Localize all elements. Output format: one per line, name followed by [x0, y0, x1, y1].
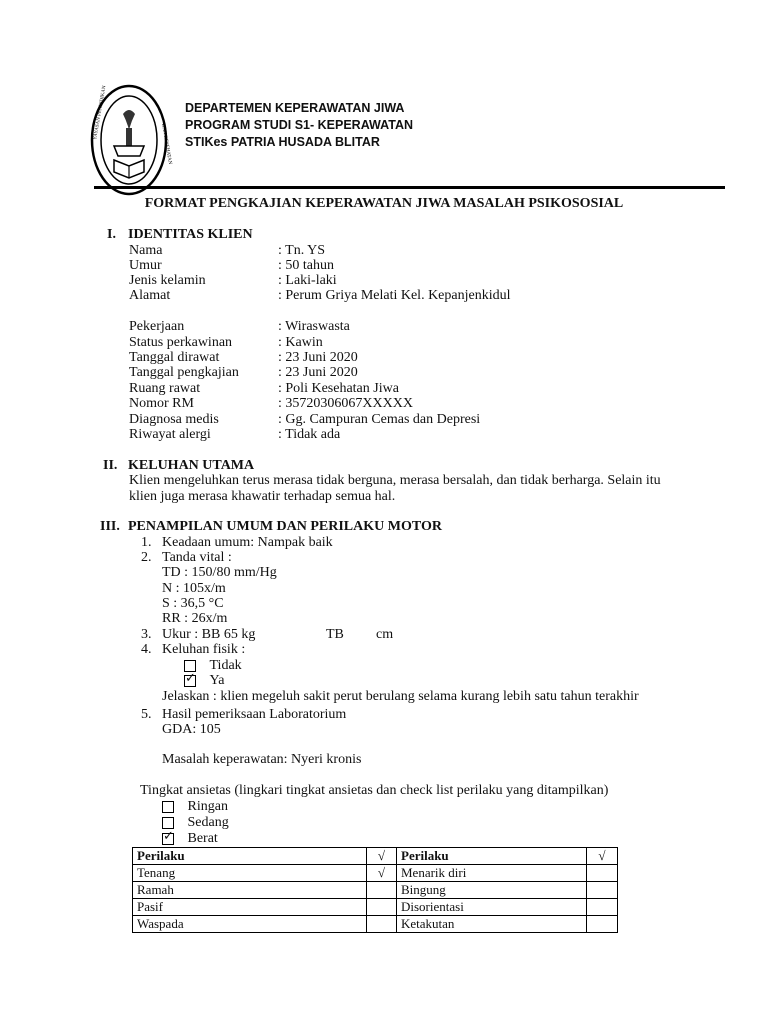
institution-logo — [90, 84, 173, 196]
field-label: Umur — [129, 258, 162, 273]
field-label: Status perkawinan — [129, 335, 233, 350]
complaint-line: klien juga merasa khawatir terhadap semua hal. — [129, 489, 396, 504]
section2-heading: KELUHAN UTAMA — [128, 458, 255, 473]
checked-checkbox-icon[interactable] — [184, 675, 196, 687]
field-label: Nomor RM — [129, 396, 194, 411]
field-value: : Kawin — [278, 335, 323, 350]
field-label: Jenis kelamin — [129, 273, 206, 288]
school-name: STIKes PATRIA HUSADA BLITAR — [185, 135, 380, 149]
behavior-right-check[interactable] — [587, 865, 618, 882]
field-value: : 23 Juni 2020 — [278, 365, 358, 380]
field-value: : 50 tahun — [278, 258, 334, 273]
svg-text:DAN KESEHATAN: DAN KESEHATAN — [160, 123, 173, 165]
item-number: 3. — [141, 627, 152, 642]
field-label: Nama — [129, 243, 163, 258]
field-value: : Tn. YS — [278, 243, 326, 258]
section1-number: I. — [107, 227, 116, 242]
anxiety-berat-label: Berat — [187, 831, 218, 846]
item-number: 4. — [141, 642, 152, 657]
behavior-left: Ramah — [133, 882, 367, 899]
field-value: : Wiraswasta — [278, 319, 350, 334]
svg-text:YAYASAN PENDIDIKAN: YAYASAN PENDIDIKAN — [93, 85, 108, 141]
option-ya[interactable] — [184, 673, 224, 689]
section3-number: III. — [100, 519, 120, 534]
behavior-right: Ketakutan — [397, 916, 587, 933]
anxiety-ringan[interactable] — [162, 799, 228, 815]
table-header-row — [133, 848, 618, 865]
complaint-line: Klien mengeluhkan terus merasa tidak berguna, merasa bersalah, dan tidak berharga. Selain itu — [129, 473, 661, 488]
measurement: Ukur : BB 65 kg — [162, 627, 256, 642]
behavior-right-check[interactable] — [587, 916, 618, 933]
behavior-right-check[interactable] — [587, 899, 618, 916]
behavior-left-check[interactable]: √ — [367, 865, 397, 882]
anxiety-instruction: Tingkat ansietas (lingkari tingkat ansietas dan check list perilaku yang ditampilkan) — [140, 783, 609, 798]
behavior-right-check[interactable] — [587, 882, 618, 899]
nursing-problem: Masalah keperawatan: Nyeri kronis — [162, 752, 362, 767]
table-row — [133, 916, 618, 933]
behavior-left: Waspada — [133, 916, 367, 933]
vital-signs-label: Tanda vital : — [162, 550, 232, 565]
field-label: Alamat — [129, 288, 171, 303]
vital-td: TD : 150/80 mm/Hg — [162, 565, 277, 580]
behavior-left: Pasif — [133, 899, 367, 916]
tb-label: TB — [326, 627, 344, 642]
field-value: : Perum Griya Melati Kel. Kepanjenkidul — [278, 288, 511, 303]
table-row — [133, 899, 618, 916]
behavior-right: Bingung — [397, 882, 587, 899]
field-value: : Tidak ada — [278, 427, 341, 442]
vital-n: N : 105x/m — [162, 581, 226, 596]
gda-value: GDA: 105 — [162, 722, 221, 737]
behavior-table — [132, 847, 618, 933]
item-number: 2. — [141, 550, 152, 565]
header-check-right: √ — [587, 848, 618, 865]
behavior-right: Menarik diri — [397, 865, 587, 882]
field-value: : 35720306067XXXXX — [278, 396, 413, 411]
complaint-explanation: Jelaskan : klien megeluh sakit perut berulang selama kurang lebih satu tahun terakhir — [162, 689, 639, 704]
option-ya-label: Ya — [209, 673, 225, 688]
field-label: Diagnosa medis — [129, 412, 219, 427]
general-condition: Keadaan umum: Nampak baik — [162, 535, 333, 550]
behavior-left: Tenang — [133, 865, 367, 882]
vital-rr: RR : 26x/m — [162, 611, 228, 626]
field-value: : Laki-laki — [278, 273, 337, 288]
behavior-left-check[interactable] — [367, 916, 397, 933]
checkbox-icon[interactable] — [162, 801, 174, 813]
cm-label: cm — [376, 627, 394, 642]
department-name: DEPARTEMEN KEPERAWATAN JIWA — [185, 101, 405, 115]
lab-results-label: Hasil pemeriksaan Laboratorium — [162, 707, 347, 722]
item-number: 1. — [141, 535, 152, 550]
field-label: Tanggal pengkajian — [129, 365, 239, 380]
header-perilaku-right: Perilaku — [397, 848, 587, 865]
item-number: 5. — [141, 707, 152, 722]
field-label: Tanggal dirawat — [129, 350, 220, 365]
vital-s: S : 36,5 °C — [162, 596, 224, 611]
physical-complaint-label: Keluhan fisik : — [162, 642, 246, 657]
header-perilaku-left: Perilaku — [133, 848, 367, 865]
anxiety-ringan-label: Ringan — [187, 799, 228, 814]
section2-number: II. — [103, 458, 118, 473]
checked-checkbox-icon[interactable] — [162, 833, 174, 845]
section1-heading: IDENTITAS KLIEN — [128, 227, 253, 242]
behavior-left-check[interactable] — [367, 882, 397, 899]
field-value: : Gg. Campuran Cemas dan Depresi — [278, 412, 481, 427]
field-value: : 23 Juni 2020 — [278, 350, 358, 365]
table-row — [133, 865, 618, 882]
section3-heading: PENAMPILAN UMUM DAN PERILAKU MOTOR — [128, 519, 442, 534]
header-divider — [94, 186, 725, 189]
field-value: : Poli Kesehatan Jiwa — [278, 381, 399, 396]
behavior-left-check[interactable] — [367, 899, 397, 916]
program-name: PROGRAM STUDI S1- KEPERAWATAN — [185, 118, 414, 132]
header-check-left: √ — [367, 848, 397, 865]
anxiety-berat[interactable] — [162, 831, 218, 847]
anxiety-sedang-label: Sedang — [187, 815, 229, 830]
field-label: Riwayat alergi — [129, 427, 211, 442]
field-label: Pekerjaan — [129, 319, 185, 334]
checkbox-icon[interactable] — [162, 817, 174, 829]
field-label: Ruang rawat — [129, 381, 201, 396]
table-row — [133, 882, 618, 899]
page-title: FORMAT PENGKAJIAN KEPERAWATAN JIWA MASALAH PSIKOSOSIAL — [144, 196, 624, 211]
behavior-right: Disorientasi — [397, 899, 587, 916]
option-tidak-label: Tidak — [209, 658, 242, 673]
